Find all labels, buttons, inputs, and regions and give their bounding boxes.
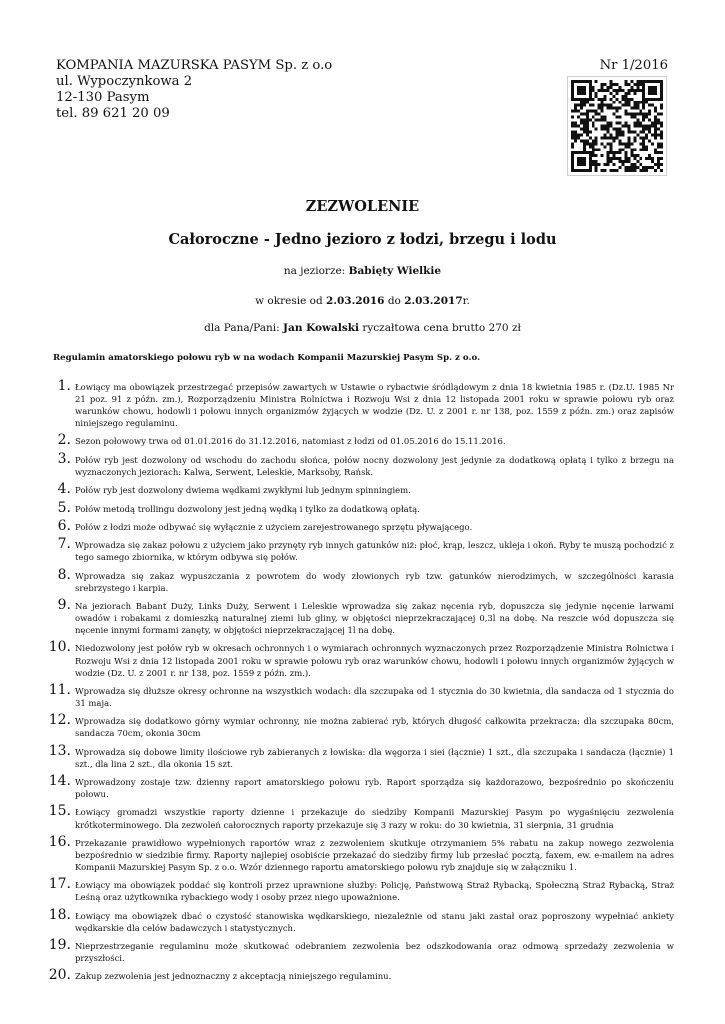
rule-item bbox=[48, 380, 674, 429]
date-to: 2.03.2017 bbox=[404, 295, 463, 307]
company-city: 12-130 Pasym bbox=[56, 90, 150, 105]
rule-number: 15. bbox=[48, 803, 71, 820]
rule-item bbox=[48, 805, 674, 830]
rule-item bbox=[48, 775, 674, 800]
rule-text: Przekazanie prawidłowo wypełnionych raportów wraz z zezwoleniem skutkuje otrzymaniem 5% rabatu na zakup nowego zezwolenia bezpośrednio w siedzibie firmy. Raporty najlepiej osobiście przekazać do siedziby firmy lub przesłać pocztą, faxem, ew. e-mailem na adres Kompanii Mazurskiej Pasym Sp. z o.o. Wzór dziennego raportu amatorskiego połowu ryb znajduje się w załączniku 1. bbox=[75, 837, 674, 872]
holder-name: Jan Kowalski bbox=[283, 322, 360, 334]
company-address-block bbox=[56, 58, 332, 122]
rule-item bbox=[48, 517, 674, 534]
rule-text: Wprowadza się dodatkowo górny wymiar ochronny, nie można zabierać ryb, których długość całkowita przekracza: dla szczupaka 80cm, sandacza 70cm, okonia 30cm bbox=[75, 716, 674, 739]
rule-text: Niedozwolony jest połów ryb w okresach ochronnych i o wymiarach ochronnych wyznaczonych przez Rozporządzenie Ministra Rolnictwa i Rozwoju Wsi z dnia 12 listopada 2001 roku w sprawie połowu ryb oraz warunków chowu, hodowli i połowu innych organizmów żyjących w wodzie (Dz. U. z 2001 r. nr 138, poz. 1559 z późn. zm.). bbox=[75, 643, 674, 678]
rule-number: 10. bbox=[48, 639, 71, 656]
company-phone: tel. 89 621 20 09 bbox=[56, 106, 170, 121]
rule-text: Sezon połowowy trwa od 01.01.2016 do 31.12.2016, natomiast z łodzi od 01.05.2016 do 15.11.2016. bbox=[75, 436, 506, 447]
rule-number: 4. bbox=[57, 481, 71, 498]
rule-number: 16. bbox=[48, 833, 71, 850]
rule-item bbox=[48, 434, 674, 447]
rule-item bbox=[48, 969, 674, 982]
rule-item bbox=[48, 714, 674, 739]
rule-item bbox=[48, 833, 674, 873]
rule-number: 8. bbox=[57, 566, 71, 583]
rule-number: 5. bbox=[57, 499, 71, 516]
period-line bbox=[0, 295, 725, 307]
rule-text: Wprowadza się dłuższe okresy ochronne na wszystkich wodach: dla szczupaka od 1 stycznia do 30 kwietnia, dla sandacza od 1 stycznia do 31 maja. bbox=[75, 685, 674, 708]
period-mid: do bbox=[384, 295, 405, 307]
rules-list bbox=[48, 380, 674, 988]
rule-number: 3. bbox=[57, 450, 71, 467]
rule-number: 2. bbox=[57, 432, 71, 449]
qr-code bbox=[567, 76, 667, 176]
rule-number: 18. bbox=[48, 906, 71, 923]
holder-line bbox=[0, 322, 725, 334]
rule-item bbox=[48, 939, 674, 964]
rule-text: Na jeziorach Babant Duży, Links Duży, Serwent i Leleskie wprowadza się zakaz nęcenia ryb, dopuszcza się jedynie nęcenie larwami owadów i robakami z domieszką naturalnej ziemi lub gliny, w objętości nieprzekraczającej 0,3l na dobę. Na reszcie wód dopuszcza się nęcenie innymi formami zanęty, w objętości nieprzekraczającej 1l na dobę. bbox=[75, 601, 674, 636]
rule-item bbox=[48, 878, 674, 903]
rule-item bbox=[48, 450, 674, 478]
rule-item bbox=[48, 681, 674, 709]
rule-number: 17. bbox=[48, 876, 71, 893]
company-name: KOMPANIA MAZURSKA PASYM Sp. z o.o bbox=[56, 58, 333, 73]
rule-item bbox=[48, 599, 674, 636]
rule-item bbox=[48, 499, 674, 516]
rule-text: Połów metodą trollingu dozwolony jest jedną wędką i tylko za dodatkową opłatą. bbox=[75, 503, 420, 514]
rule-text: Łowiący ma obowiązek poddać się kontroli przez uprawnione służby: Policję, Państwową Straż Rybacką, Społeczną Straż Rybacką, Straż Leśną oraz użytkownika rybackiego wody i osoby przez niego upoważnione. bbox=[75, 880, 674, 903]
rule-number: 14. bbox=[48, 773, 71, 790]
period-prefix: w okresie od bbox=[255, 295, 327, 307]
price-text: ryczałtowa cena brutto 270 zł bbox=[359, 322, 521, 334]
document-number: Nr 1/2016 bbox=[599, 58, 668, 73]
rules-heading: Regulamin amatorskiego połowu ryb w na wodach Kompanii Mazurskiej Pasym Sp. z o.o. bbox=[53, 353, 481, 363]
permit-subtitle: Całoroczne - Jedno jezioro z łodzi, brzegu i lodu bbox=[168, 231, 557, 248]
rule-number: 11. bbox=[48, 681, 71, 698]
rule-item bbox=[48, 483, 674, 496]
qr-code-icon bbox=[568, 77, 666, 175]
rule-number: 13. bbox=[48, 742, 71, 759]
rule-item bbox=[48, 641, 674, 678]
rule-text: Wprowadza się dobowe limity ilościowe ryb zabieranych z łowiska: dla węgorza i siei (łącznie) 1 szt., dla szczupaka i sandacza (łącznie) 1 szt., dla lina 2 szt., dla okonia 15 szt. bbox=[75, 746, 674, 769]
lake-name: Babięty Wielkie bbox=[348, 265, 442, 277]
rule-text: Połów ryb jest dozwolony dwiema wędkami zwykłymi lub jednym spinningiem. bbox=[75, 485, 411, 496]
rule-item bbox=[48, 566, 674, 594]
rule-text: Nieprzestrzeganie regulaminu może skutkować odebraniem zezwolenia bez odszkodowania oraz odmową sprzedaży zezwolenia w przyszłości. bbox=[75, 941, 674, 964]
rule-text: Wprowadza się zakaz wypuszczania z powrotem do wody złowionych ryb tzw. gatunków nierodzimych, w szczególności karasia srebrzystego i karpia. bbox=[75, 570, 674, 593]
rule-text: Zakup zezwolenia jest jednoznaczny z akceptacją niniejszego regulaminu. bbox=[75, 971, 392, 982]
rule-number: 19. bbox=[48, 937, 71, 954]
rule-text: Łowiący ma obowiązek dbać o czystość stanowiska wędkarskiego, niezależnie od stanu jaki zastał oraz poproszony wypełniać ankiety wędkarskie dla celów badawczych i statystycznych. bbox=[75, 910, 674, 933]
rule-number: 6. bbox=[57, 517, 71, 534]
rule-text: Połów ryb jest dozwolony od wschodu do zachodu słońca, połów nocny dozwolony jest jedynie za dodatkową opłatą i tylko z brzegu na wyznaczonych jeziorach: Kalwa, Serwent, Leleskie, Marksoby, Rańsk. bbox=[75, 454, 674, 477]
rule-number: 7. bbox=[57, 536, 71, 553]
holder-prefix: dla Pana/Pani: bbox=[204, 322, 284, 334]
permit-title: ZEZWOLENIE bbox=[305, 198, 420, 215]
rule-text: Wprowadzony zostaje tzw. dzienny raport amatorskiego połowu ryb. Raport sporządza się każdorazowo, bezpośrednio po skończeniu połowu. bbox=[75, 777, 674, 800]
lake-line bbox=[0, 265, 725, 277]
company-street: ul. Wypoczynkowa 2 bbox=[56, 74, 193, 89]
rule-number: 1. bbox=[57, 378, 71, 394]
rule-number: 20. bbox=[48, 967, 71, 984]
rule-item bbox=[48, 538, 674, 563]
rule-text: Łowiący gromadzi wszystkie raporty dzienne i przekazuje do siedziby Kompanii Mazurskiej Pasym po wygaśnięciu zezwolenia krótkoterminowego. Dla zezwoleń całorocznych raporty przekazuje się 3 razy w roku: do 30 kwietnia, 31 sierpnia, 31 grudnia bbox=[75, 807, 674, 830]
lake-prefix: na jeziorze: bbox=[283, 265, 349, 277]
rule-text: Łowiący ma obowiązek przestrzegać przepisów zawartych w Ustawie o rybactwie śródlądowym z dnia 18 kwietnia 1985 r. (Dz.U. 1985 Nr 21 poz. 91 z późn. zm.), Rozporządzeniu Ministra Rolnictwa i Rozwoju Wsi z dnia 12 listopada 2001 roku w sprawie połowu ryb oraz warunków chowu, hodowli i połowu innych organizmów żyjących w wodzie (Dz. U. z 2001 r. nr 138, poz. 1559 z późn. zm.) oraz zapisów niniejszego regulaminu. bbox=[75, 382, 674, 429]
date-from: 2.03.2016 bbox=[326, 295, 385, 307]
rule-text: Połów z łodzi może odbywać się wyłącznie z użyciem zarejestrowanego sprzętu pływającego. bbox=[75, 521, 473, 532]
rule-number: 12. bbox=[48, 712, 71, 729]
rule-number: 9. bbox=[57, 597, 71, 614]
rule-text: Wprowadza się zakaz połowu z użyciem jako przynęty ryb innych gatunków niż: płoć, krąp, leszcz, ukleja i okoń. Ryby te muszą pochodzić z tego samego zbiornika, w którym odbywa się połów. bbox=[75, 540, 674, 563]
rule-item bbox=[48, 906, 674, 934]
rule-item bbox=[48, 742, 674, 770]
period-suffix: r. bbox=[462, 295, 470, 307]
